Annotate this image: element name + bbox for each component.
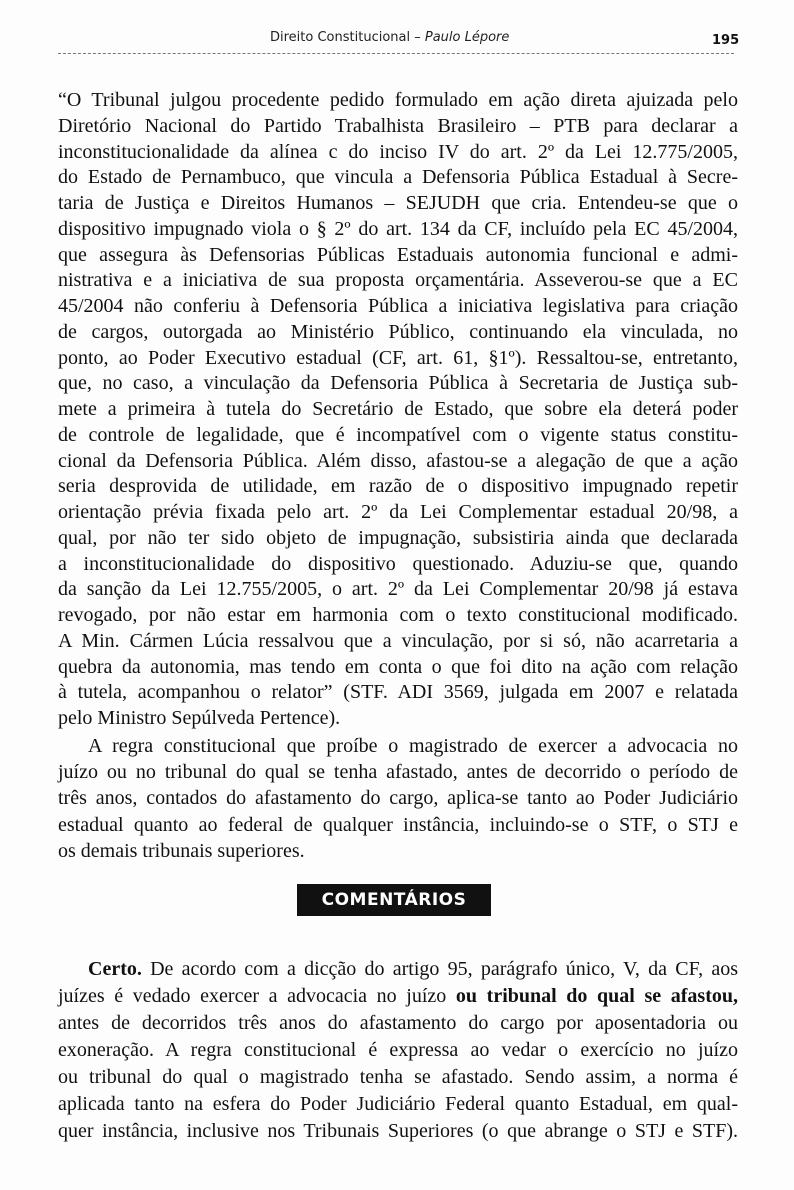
quote-line: do Estado de Pernambuco, que vincula a Defensoria Pública Estadual à Secre-: [58, 166, 738, 189]
comment-line: [58, 1120, 738, 1142]
quote-line: a inconstitucionalidade do dispositivo questionado. Aduziu-se que, quando: [58, 552, 738, 575]
quote-line: de controle de legalidade, que é incompatível com o vigente status constitu-: [58, 423, 738, 446]
quote-line: qual, por não ter sido objeto de impugnação, subsistiria ainda que declarada: [58, 526, 738, 549]
bold-text: Certo.: [88, 958, 142, 980]
text: De acordo com a dicção do artigo 95, parágrafo único, V, da CF, aos: [141, 958, 738, 980]
comment-line: [58, 985, 738, 1007]
text: quer instância, inclusive nos Tribunais Superiores (o que abrange o STJ e STF).: [58, 1120, 738, 1142]
quote-line: orientação prévia fixada pelo art. 2º da Lei Complementar estadual 20/98, a: [58, 501, 738, 523]
quote-line: pelo Ministro Sepúlveda Pertence).: [58, 707, 341, 729]
quote-line: de cargos, outorgada ao Ministério Público, continuando ela vinculada, no: [58, 320, 738, 343]
quote-line: mete a primeira à tutela do Secretário de Estado, que sobre ela deterá poder: [58, 398, 738, 420]
quote-line: A Min. Cármen Lúcia ressalvou que a vinculação, por si só, não acarretaria a: [58, 629, 738, 652]
statement-line: A regra constitucional que proíbe o magistrado de exercer a advocacia no: [88, 735, 738, 757]
comment-line: [58, 1039, 738, 1061]
quote-line: inconstitucionalidade da alínea c do inciso IV do art. 2º da Lei 12.775/2005,: [58, 140, 738, 163]
quote-line: “O Tribunal julgou procedente pedido formulado em ação direta ajuizada pelo: [58, 89, 738, 111]
quote-line: dispositivo impugnado viola o § 2º do art. 134 da CF, incluído pela EC 45/2004,: [58, 217, 738, 240]
text: aplicada tanto na esfera do Poder Judiciário Federal quanto Estadual, em qual-: [58, 1093, 738, 1115]
comment-line: [88, 958, 738, 980]
text: juízes é vedado exercer a advocacia no juízo: [58, 985, 456, 1007]
statement-line: juízo ou no tribunal do qual se tenha afastado, antes de decorrido o período de: [58, 761, 738, 784]
section-title-comentarios: COMENTÁRIOS: [297, 884, 491, 916]
statement-line: três anos, contados do afastamento do cargo, aplica-se tanto ao Poder Judiciário: [58, 787, 738, 810]
quote-line: ponto, ao Poder Executivo estadual (CF, art. 61, §1º). Ressaltou-se, entretanto,: [58, 346, 738, 369]
text: ou tribunal do qual o magistrado tenha se afastado. Sendo assim, a norma é: [58, 1066, 738, 1088]
quote-line: que, no caso, a vinculação da Defensoria Pública à Secretaria de Justiça sub-: [58, 372, 738, 395]
book-title: Direito Constitucional –: [270, 30, 425, 45]
statement-line: os demais tribunais superiores.: [58, 839, 305, 862]
quote-line: que assegura às Defensorias Públicas Estaduais autonomia funcional e admi-: [58, 243, 738, 266]
page-number: 195: [712, 33, 740, 48]
quote-line: quebra da autonomia, mas tendo em conta o que foi dito na ação com relação: [58, 655, 738, 678]
author-name: Paulo Lépore: [424, 30, 510, 45]
quote-line: revogado, por não estar em harmonia com o texto constitucional modificado.: [58, 604, 738, 626]
quote-line: Diretório Nacional do Partido Trabalhista Brasileiro – PTB para declarar a: [58, 114, 738, 137]
bold-text: ou tribunal do qual se afastou,: [455, 985, 738, 1007]
text: exoneração. A regra constitucional é expressa ao vedar o exercício no juízo: [58, 1039, 738, 1061]
quote-line: 45/2004 não conferiu à Defensoria Pública a iniciativa legislativa para criação: [58, 295, 738, 317]
text: antes de decorridos três anos do afastamento do cargo por aposentadoria ou: [58, 1012, 738, 1034]
running-header: [270, 30, 509, 45]
comment-line: [58, 1066, 738, 1088]
quote-line: seria desprovida de utilidade, em razão de o dispositivo impugnado repetir: [58, 475, 738, 498]
comment-line: [58, 1093, 738, 1115]
header-divider: [58, 53, 734, 54]
quote-line: cional da Defensoria Pública. Além disso, afastou-se a alegação de que a ação: [58, 449, 738, 472]
comment-line: [58, 1012, 738, 1034]
quote-line: nistrativa e a iniciativa de sua proposta orçamentária. Asseverou-se que a EC: [58, 269, 738, 292]
quote-line: taria de Justiça e Direitos Humanos – SEJUDH que cria. Entendeu-se que o: [58, 192, 738, 214]
quote-line: da sanção da Lei 12.755/2005, o art. 2º da Lei Complementar 20/98 já estava: [58, 578, 738, 601]
quote-line: à tutela, acompanhou o relator” (STF. ADI 3569, julgada em 2007 e relatada: [58, 681, 738, 704]
statement-line: estadual quanto ao federal de qualquer instância, incluindo-se o STF, o STJ e: [58, 813, 738, 836]
